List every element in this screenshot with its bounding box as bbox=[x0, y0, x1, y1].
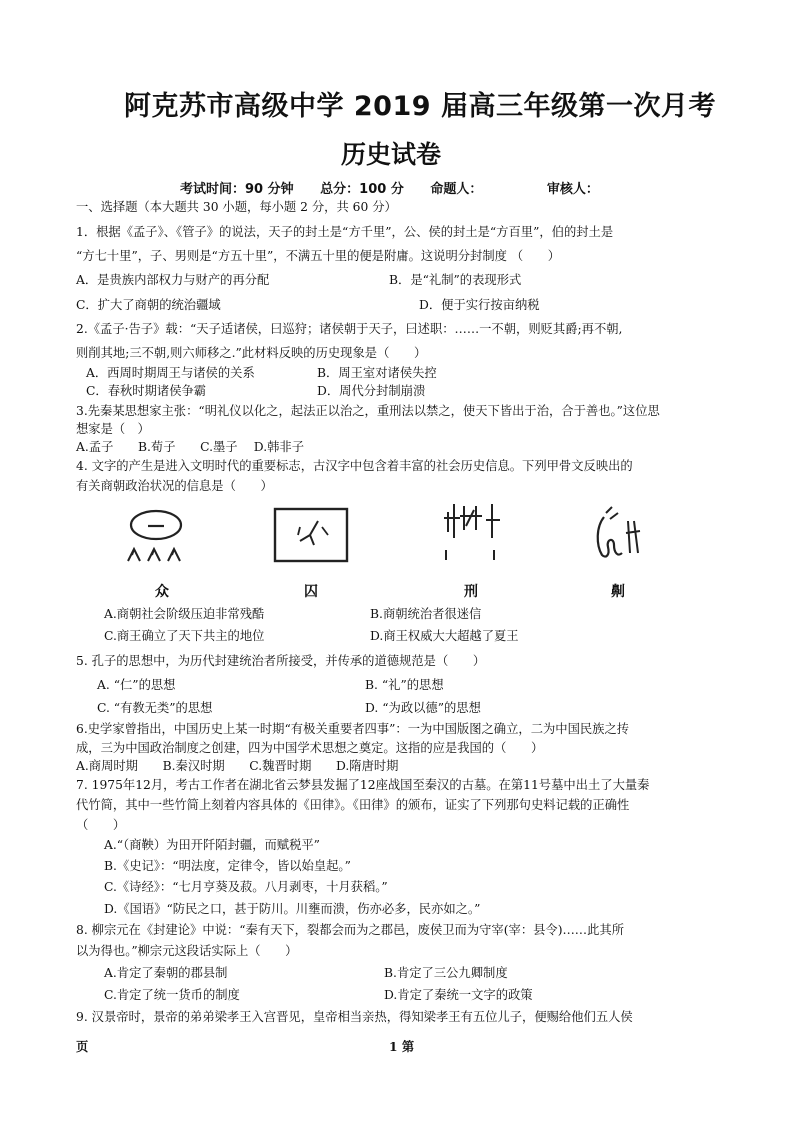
q3-options: A.孟子 B.荀子 C.墨子 D.韩非子 bbox=[76, 440, 305, 454]
exam-title: 阿克苏市高级中学 2019 届高三年级第一次月考 bbox=[124, 91, 716, 122]
q5-option-d: D. “为政以德”的思想 bbox=[365, 701, 481, 715]
q7-option-c: C.《诗经》：“七月亨葵及菽。八月剥枣，十月获稻。” bbox=[104, 880, 388, 894]
q7-option-d: D.《国语》“防民之口，甚于防川。川壅而溃，伤亦必多，民亦如之。” bbox=[104, 902, 481, 916]
oracle-glyph-qiu-icon bbox=[270, 505, 352, 565]
q6-options: A.商周时期 B.秦汉时期 C.魏晋时期 D.隋唐时期 bbox=[76, 759, 399, 773]
oracle-glyph-yi-icon bbox=[592, 503, 646, 565]
oracle-label-xing: 刑 bbox=[464, 584, 478, 600]
q8-stem-1: 8. 柳宗元在《封建论》中说：“秦有天下，裂都会而为之郡邑，废侯卫而为守宰(宰：县令)……此其所 bbox=[76, 923, 624, 937]
q1-option-a: A．是贵族内部权力与财产的再分配 bbox=[76, 273, 270, 287]
q2-stem-1: 2.《孟子·告子》载：“天子适诸侯，曰巡狩；诸侯朝于天子，曰述职：……一不朝，则贬其爵;再不朝, bbox=[76, 322, 623, 336]
q4-option-c: C.商王确立了天下共主的地位 bbox=[104, 629, 265, 643]
exam-time: 考试时间：90 分钟 bbox=[180, 182, 294, 197]
q2-option-a: A．西周时期周王与诸侯的关系 bbox=[86, 366, 255, 380]
q5-option-a: A. “仁”的思想 bbox=[97, 678, 176, 692]
section-heading: 一、选择题（本大题共 30 小题，每小题 2 分，共 60 分） bbox=[76, 200, 397, 214]
q2-stem-2: 则削其地;三不朝,则六师移之.”此材料反映的历史现象是（ ） bbox=[76, 346, 427, 360]
q1-option-b: B．是“礼制”的表现形式 bbox=[389, 273, 522, 287]
q1-option-d: D．便于实行按亩纳税 bbox=[419, 298, 540, 312]
q7-option-a: A.“（商鞅）为田开阡陌封疆，而赋税平” bbox=[104, 838, 320, 852]
q8-option-c: C.肯定了统一货币的制度 bbox=[104, 988, 240, 1002]
oracle-label-qiu: 囚 bbox=[304, 584, 318, 600]
q2-option-b: B．周王室对诸侯失控 bbox=[317, 366, 437, 380]
q8-stem-2: 以为得也。”柳宗元这段话实际上（ ） bbox=[76, 944, 298, 958]
q3-stem-1: 3.先秦某思想家主张：“明礼仪以化之，起法正以治之，重刑法以禁之，使天下皆出于治，合于善也。”这位思 bbox=[76, 404, 660, 418]
q2-option-c: C．春秋时期诸侯争霸 bbox=[86, 384, 207, 398]
q1-stem-2: “方七十里”，子、男则是“方五十里”，不满五十里的便是附庸。这说明分封制度 （ ） bbox=[76, 249, 561, 263]
oracle-label-yi: 劓 bbox=[611, 584, 625, 600]
q1-stem-1: 1．根据《孟子》、《管子》的说法，天子的封土是“方千里”，公、侯的封土是“方百里”，伯的封土是 bbox=[76, 225, 614, 239]
exam-score: 总分：100 分 bbox=[320, 182, 404, 197]
q6-stem-2: 成，三为中国政治制度之创建，四为中国学术思想之奠定。这指的应是我国的（ ） bbox=[76, 741, 544, 755]
q7-stem-2: 代竹简，其中一些竹简上刻着内容具体的《田律》。《田律》的颁布，证实了下列那句史料记载的正确性 bbox=[76, 798, 630, 812]
q5-stem: 5. 孔子的思想中，为历代封建统治者所接受，并传承的道德规范是（ ） bbox=[76, 654, 486, 668]
footer-left: 页 bbox=[76, 1039, 89, 1054]
q5-option-b: B. “礼”的思想 bbox=[365, 678, 444, 692]
q7-stem-1: 7. 1975年12月，考古工作者在湖北省云梦县发掘了12座战国至秦汉的古墓。在第11号墓中出土了大量秦 bbox=[76, 778, 650, 792]
q8-option-b: B.肯定了三公九卿制度 bbox=[384, 966, 508, 980]
q1-option-c: C．扩大了商朝的统治疆域 bbox=[76, 298, 221, 312]
q5-option-c: C. “有教无类”的思想 bbox=[97, 701, 213, 715]
oracle-glyph-zhong-icon bbox=[122, 505, 194, 565]
q4-option-a: A.商朝社会阶级压迫非常残酷 bbox=[104, 607, 265, 621]
q4-stem-2: 有关商朝政治状况的信息是（ ） bbox=[76, 479, 273, 493]
q7-stem-3: （ ） bbox=[76, 818, 126, 832]
oracle-label-zhong: 众 bbox=[155, 584, 169, 600]
q4-stem-1: 4. 文字的产生是进入文明时代的重要标志，古汉字中包含着丰富的社会历史信息。下列甲骨文反映出的 bbox=[76, 459, 633, 473]
footer-page-number: 1 第 bbox=[389, 1039, 415, 1054]
exam-reviewer: 审核人： bbox=[546, 182, 599, 197]
q4-option-b: B.商朝统治者很迷信 bbox=[370, 607, 482, 621]
q7-option-b: B.《史记》：“明法度，定律令，皆以始皇起。” bbox=[104, 859, 351, 873]
q8-option-a: A.肯定了秦朝的郡县制 bbox=[104, 966, 228, 980]
exam-author: 命题人： bbox=[430, 182, 483, 197]
q2-option-d: D．周代分封制崩溃 bbox=[317, 384, 426, 398]
q6-stem-1: 6.史学家曾指出，中国历史上某一时期“有极关重要者四事”：一为中国版图之确立，二为中国民族之抟 bbox=[76, 722, 630, 736]
exam-meta bbox=[180, 178, 621, 197]
exam-subtitle: 历史试卷 bbox=[341, 140, 442, 169]
q4-option-d: D.商王权威大大超越了夏王 bbox=[370, 629, 519, 643]
q9-stem-1: 9. 汉景帝时，景帝的弟弟梁孝王入宫晋见，皇帝相当亲热，得知梁孝王有五位儿子，便赐给他们五人侯 bbox=[76, 1010, 633, 1024]
q3-stem-2: 想家是（ ） bbox=[76, 422, 150, 436]
oracle-glyph-xing-icon bbox=[440, 498, 506, 568]
q8-option-d: D.肯定了秦统一文字的政策 bbox=[384, 988, 533, 1002]
